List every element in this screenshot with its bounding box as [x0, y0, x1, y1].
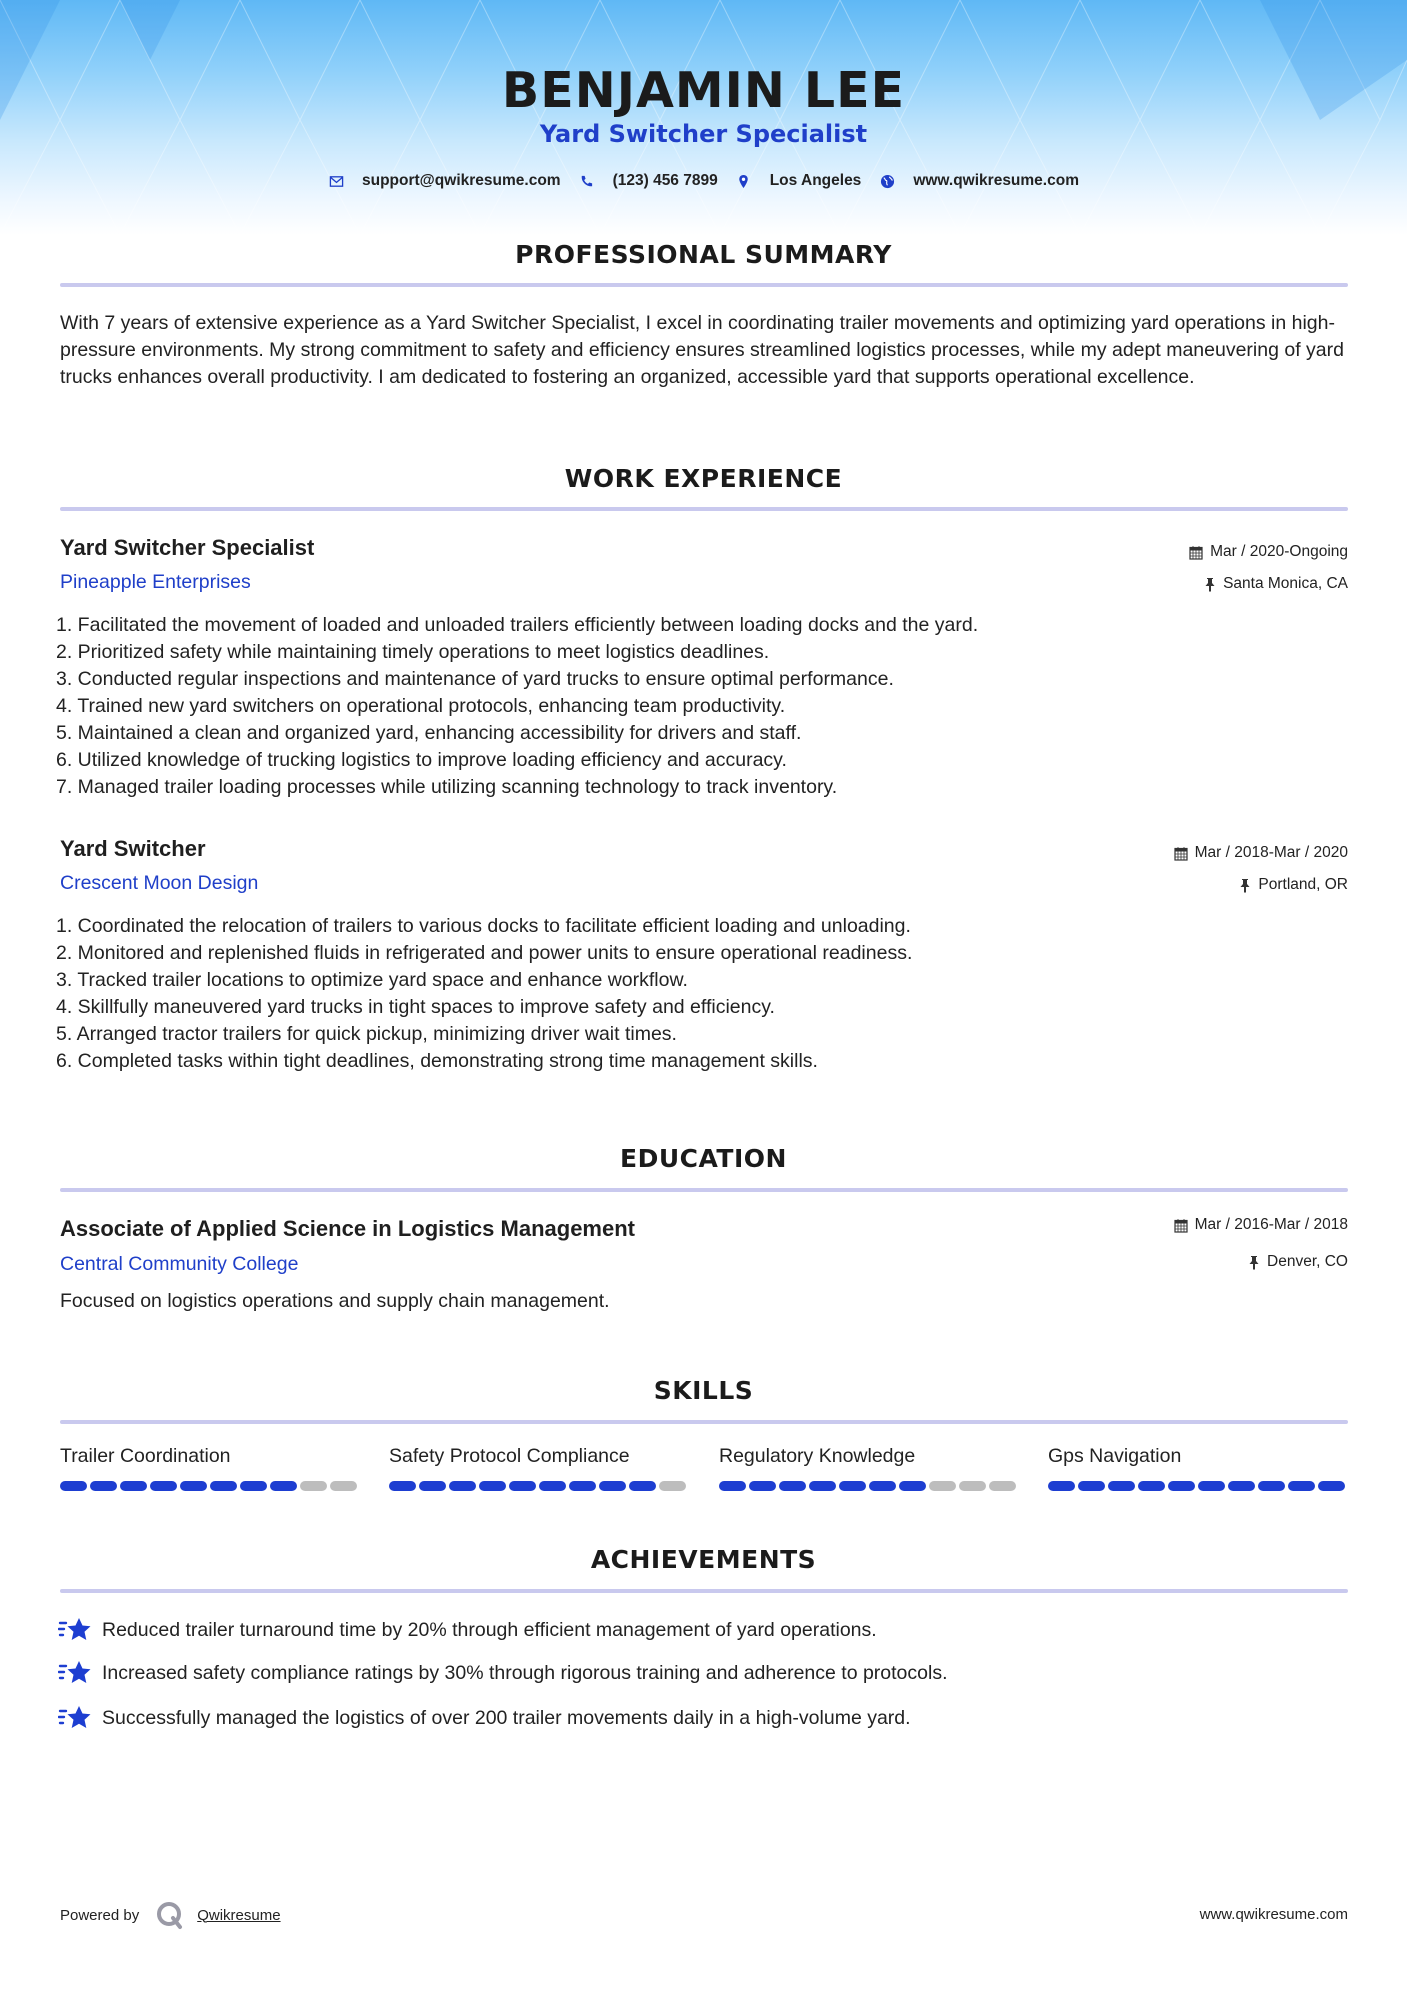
- skill-segment-filled: [509, 1481, 536, 1491]
- skill-label: Trailer Coordination: [60, 1445, 231, 1467]
- skill-segment-filled: [150, 1481, 177, 1491]
- bullet-item: 4. Trained new yard switchers on operational protocols, enhancing team productivity.: [56, 695, 786, 717]
- bullet-item: 6. Completed tasks within tight deadlines, demonstrating strong time management skills.: [56, 1050, 818, 1072]
- job-location: [1239, 876, 1348, 894]
- qwikresume-logo-icon: [155, 1900, 185, 1930]
- education-location: [1248, 1253, 1348, 1271]
- envelope-icon: [328, 173, 344, 189]
- bullet-item: 1. Facilitated the movement of loaded and unloaded trailers efficiently between loading docks and the yard.: [56, 614, 979, 636]
- school-name: Central Community College: [60, 1253, 299, 1275]
- globe-icon: [879, 173, 895, 189]
- skill-rating-bar: [389, 1481, 689, 1491]
- skill-rating-bar: [719, 1481, 1019, 1491]
- job-location-text: Portland, OR: [1258, 876, 1348, 893]
- skill-label: Safety Protocol Compliance: [389, 1445, 630, 1467]
- skill-segment-filled: [389, 1481, 416, 1491]
- skill-segment-filled: [1288, 1481, 1315, 1491]
- contact-location: [736, 172, 862, 190]
- contact-website-text: www.qwikresume.com: [913, 172, 1079, 189]
- footer-powered-by: [60, 1900, 281, 1930]
- skill-segment-filled: [1258, 1481, 1285, 1491]
- skill-segment-filled: [809, 1481, 836, 1491]
- bullet-item: 2. Prioritized safety while maintaining timely operations to meet logistics deadlines.: [56, 641, 770, 663]
- skill-label: Regulatory Knowledge: [719, 1445, 916, 1467]
- achievement-text: Reduced trailer turnaround time by 20% through efficient management of yard operations.: [102, 1618, 877, 1641]
- skill-segment-filled: [839, 1481, 866, 1491]
- achievement-text: Increased safety compliance ratings by 30% through rigorous training and adherence to protocols.: [102, 1661, 948, 1684]
- skill-item: [60, 1445, 360, 1491]
- skill-segment-empty: [929, 1481, 956, 1491]
- bullet-item: 1. Coordinated the relocation of trailers to various docks to facilitate efficient loading and unloading.: [56, 915, 911, 937]
- skill-segment-empty: [959, 1481, 986, 1491]
- skill-segment-filled: [569, 1481, 596, 1491]
- contact-email-text: support@qwikresume.com: [362, 172, 561, 189]
- education-location-text: Denver, CO: [1267, 1253, 1348, 1270]
- pushpin-icon: [1248, 1255, 1260, 1270]
- star-icon: [58, 1703, 92, 1733]
- candidate-title: Yard Switcher Specialist: [539, 120, 868, 148]
- job-title: Yard Switcher: [60, 836, 206, 861]
- skill-segment-filled: [1228, 1481, 1255, 1491]
- map-pin-icon: [736, 173, 752, 189]
- skill-segment-filled: [1318, 1481, 1345, 1491]
- achievement-item: [58, 1703, 911, 1733]
- contact-phone[interactable]: [579, 172, 718, 190]
- degree-title: Associate of Applied Science in Logistics Management: [60, 1216, 635, 1241]
- job-title: Yard Switcher Specialist: [60, 535, 315, 560]
- skill-segment-filled: [899, 1481, 926, 1491]
- bullet-item: 3. Tracked trailer locations to optimize yard space and enhance workflow.: [56, 969, 688, 991]
- skill-segment-empty: [989, 1481, 1016, 1491]
- job-bullets: [56, 612, 978, 801]
- skill-segment-filled: [599, 1481, 626, 1491]
- footer-website[interactable]: www.qwikresume.com: [1199, 1906, 1348, 1923]
- contact-phone-text: (123) 456 7899: [612, 172, 718, 189]
- education-divider: [60, 1188, 1348, 1192]
- bullet-item: 6. Utilized knowledge of trucking logistics to improve loading efficiency and accuracy.: [56, 749, 787, 771]
- skill-segment-filled: [1198, 1481, 1225, 1491]
- skill-segment-filled: [180, 1481, 207, 1491]
- calendar-icon: [1189, 545, 1203, 560]
- star-icon: [58, 1658, 92, 1688]
- bullet-item: 7. Managed trailer loading processes while utilizing scanning technology to track inventory.: [56, 776, 838, 798]
- achievements-heading: ACHIEVEMENTS: [590, 1545, 817, 1574]
- contact-bar: [0, 172, 1407, 190]
- pushpin-icon: [1204, 577, 1216, 592]
- company-name: Pineapple Enterprises: [60, 571, 251, 593]
- skill-segment-filled: [90, 1481, 117, 1491]
- skill-segment-filled: [629, 1481, 656, 1491]
- skill-segment-filled: [1078, 1481, 1105, 1491]
- skill-segment-filled: [719, 1481, 746, 1491]
- education-dates: [1174, 1216, 1348, 1234]
- skills-divider: [60, 1420, 1348, 1424]
- skill-segment-filled: [479, 1481, 506, 1491]
- job-dates: [1174, 844, 1348, 862]
- achievement-item: [58, 1658, 948, 1688]
- skill-segment-filled: [1168, 1481, 1195, 1491]
- contact-location-text: Los Angeles: [769, 172, 862, 189]
- contact-email[interactable]: [328, 172, 561, 190]
- skill-segment-filled: [60, 1481, 87, 1491]
- star-icon: [58, 1615, 92, 1645]
- skill-segment-filled: [749, 1481, 776, 1491]
- job-location: [1204, 575, 1348, 593]
- pushpin-icon: [1239, 878, 1251, 893]
- experience-heading: WORK EXPERIENCE: [564, 464, 843, 493]
- skill-item: [1048, 1445, 1348, 1491]
- achievement-text: Successfully managed the logistics of over 200 trailer movements daily in a high-volume yard.: [102, 1706, 911, 1729]
- skill-segment-filled: [419, 1481, 446, 1491]
- calendar-icon: [1174, 1218, 1188, 1233]
- contact-website[interactable]: [879, 172, 1079, 190]
- summary-divider: [60, 283, 1348, 287]
- skill-segment-filled: [270, 1481, 297, 1491]
- skill-segment-filled: [869, 1481, 896, 1491]
- skill-segment-filled: [1138, 1481, 1165, 1491]
- summary-heading: PROFESSIONAL SUMMARY: [515, 240, 892, 269]
- job-bullets: [56, 913, 912, 1075]
- skill-rating-bar: [60, 1481, 360, 1491]
- education-description: Focused on logistics operations and supply chain management.: [60, 1290, 610, 1312]
- qwikresume-link[interactable]: Qwikresume: [197, 1906, 281, 1924]
- resume-header: [0, 0, 1407, 235]
- skill-segment-empty: [659, 1481, 686, 1491]
- bullet-item: 5. Maintained a clean and organized yard, enhancing accessibility for drivers and staff.: [56, 722, 802, 744]
- summary-text: With 7 years of extensive experience as a Yard Switcher Specialist, I excel in coordinating trailer movements and optimizing yard operations in high-pressure environments. My strong commitment to safety and efficiency ensures streamlined logistics processes, while my adept maneuvering of yard trucks enhances overall productivity. I am dedicated to fostering an organized, accessible yard that supports operational excellence.: [60, 312, 1344, 388]
- skill-segment-filled: [120, 1481, 147, 1491]
- bullet-item: 4. Skillfully maneuvered yard trucks in tight spaces to improve safety and efficiency.: [56, 996, 775, 1018]
- education-heading: EDUCATION: [620, 1144, 787, 1173]
- bullet-item: 3. Conducted regular inspections and maintenance of yard trucks to ensure optimal performance.: [56, 668, 894, 690]
- achievements-divider: [60, 1589, 1348, 1593]
- phone-icon: [579, 173, 595, 189]
- skill-segment-filled: [1108, 1481, 1135, 1491]
- skill-segment-filled: [210, 1481, 237, 1491]
- job-dates-text: Mar / 2020-Ongoing: [1210, 543, 1348, 560]
- experience-divider: [60, 507, 1348, 511]
- skill-rating-bar: [1048, 1481, 1348, 1491]
- skill-segment-filled: [449, 1481, 476, 1491]
- skill-segment-filled: [779, 1481, 806, 1491]
- skill-label: Gps Navigation: [1048, 1445, 1182, 1467]
- skill-item: [719, 1445, 1019, 1491]
- education-dates-text: Mar / 2016-Mar / 2018: [1194, 1216, 1348, 1233]
- skill-segment-filled: [1048, 1481, 1075, 1491]
- skill-segment-empty: [330, 1481, 357, 1491]
- bullet-item: 5. Arranged tractor trailers for quick pickup, minimizing driver wait times.: [56, 1023, 677, 1045]
- job-dates: [1189, 543, 1348, 561]
- skill-segment-filled: [539, 1481, 566, 1491]
- skills-heading: SKILLS: [653, 1376, 754, 1405]
- bullet-item: 2. Monitored and replenished fluids in refrigerated and power units to ensure operational readiness.: [56, 942, 913, 964]
- calendar-icon: [1174, 846, 1188, 861]
- job-dates-text: Mar / 2018-Mar / 2020: [1194, 844, 1348, 861]
- company-name: Crescent Moon Design: [60, 872, 259, 894]
- job-location-text: Santa Monica, CA: [1223, 575, 1348, 592]
- skill-item: [389, 1445, 689, 1491]
- powered-by-label: Powered by: [60, 1906, 140, 1924]
- achievement-item: [58, 1615, 877, 1645]
- candidate-name: BENJAMIN LEE: [501, 62, 906, 119]
- skill-segment-filled: [240, 1481, 267, 1491]
- skill-segment-empty: [300, 1481, 327, 1491]
